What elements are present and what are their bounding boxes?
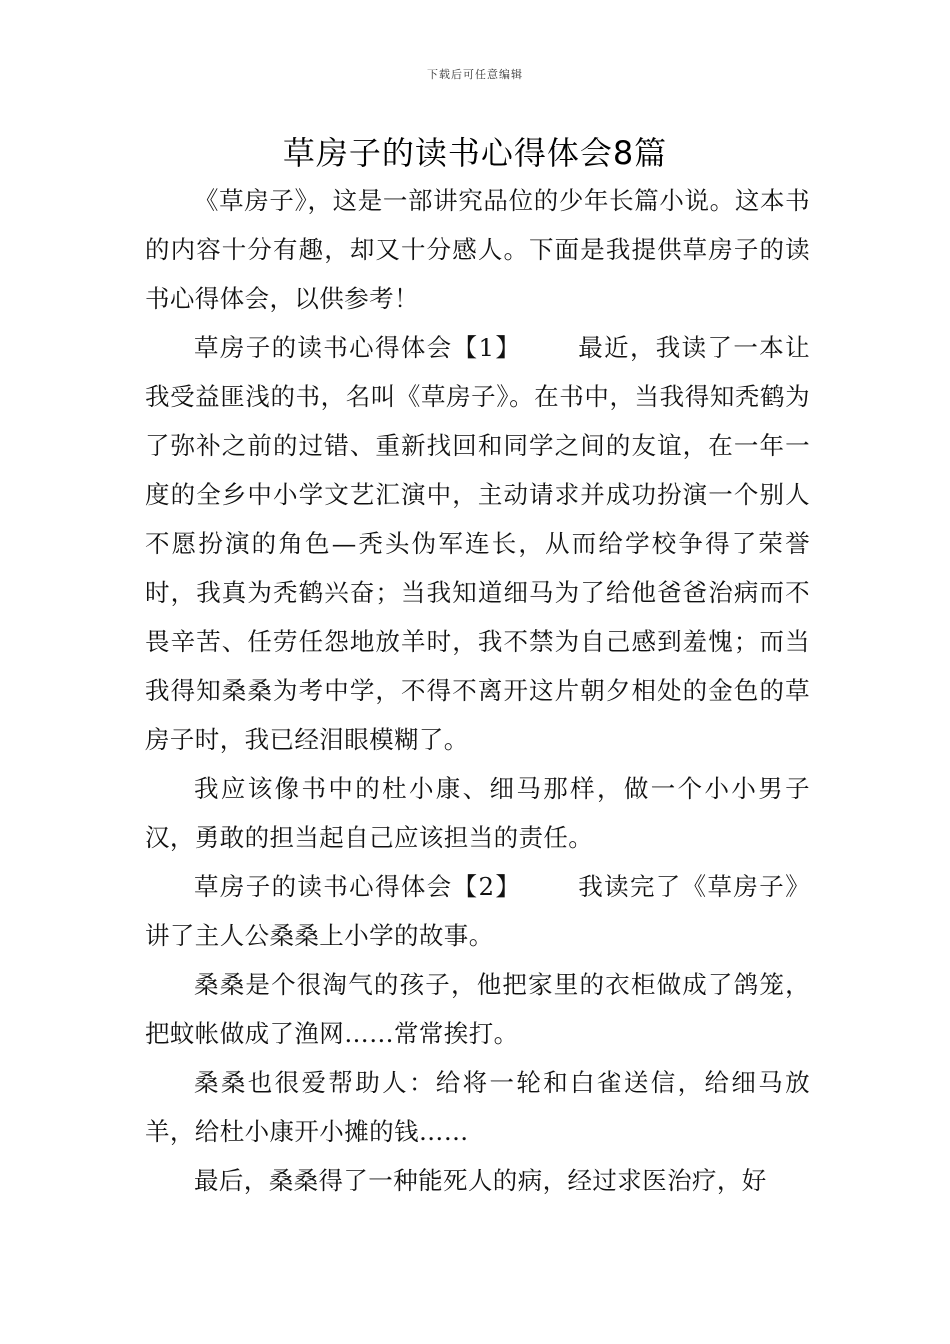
document-body	[145, 176, 810, 1205]
paragraph-text: 最后，桑桑得了一种能死人的病，经过求医治疗，好	[194, 1166, 767, 1195]
paragraph-text: 《草房子》，这是一部讲究品位的少年长篇小说。这本书的内容十分有趣，却又十分感人。下面是我提供草房子的读书心得体会，以供参考！	[145, 186, 810, 313]
paragraph-2	[145, 764, 810, 862]
paragraph-section-2	[145, 862, 810, 960]
section-heading: 草房子的读书心得体会【2】	[194, 872, 522, 901]
paragraph-text: 我读完了《草房子》讲了主人公桑桑上小学的故事。	[145, 872, 810, 950]
document-title: 草房子的读书心得体会8篇	[282, 134, 668, 172]
paragraph-text: 最近，我读了一本让我受益匪浅的书，名叫《草房子》。在书中，当我得知秃鹤为了弥补之前的过错、重新找回和同学之间的友谊，在一年一度的全乡中小学文艺汇演中，主动请求并成功扮演一个别人不愿扮演的角色—秃头伪军连长，从而给学校争得了荣誉时，我真为秃鹤兴奋；当我知道细马为了给他爸爸治病而不畏辛苦、任劳任怨地放羊时，我不禁为自己感到羞愧；而当我得知桑桑为考中学，不得不离开这片朝夕相处的金色的草房子时，我已经泪眼模糊了。	[145, 333, 810, 754]
paragraph-5	[145, 1058, 810, 1156]
paragraph-section-1	[145, 323, 810, 764]
paragraph-text: 桑桑也很爱帮助人：给将一轮和白雀送信，给细马放羊，给杜小康开小摊的钱……	[145, 1068, 810, 1146]
paragraph-text: 我应该像书中的杜小康、细马那样，做一个小小男子汉，勇敢的担当起自己应该担当的责任。	[145, 774, 810, 852]
paragraph-text: 桑桑是个很淘气的孩子，他把家里的衣柜做成了鸽笼，把蚊帐做成了渔网……常常挨打。	[145, 970, 810, 1048]
paragraph-4	[145, 960, 810, 1058]
section-heading: 草房子的读书心得体会【1】	[194, 333, 522, 362]
header-note: 下载后可任意编辑	[427, 68, 523, 81]
paragraph-intro	[145, 176, 810, 323]
paragraph-6	[145, 1156, 810, 1205]
